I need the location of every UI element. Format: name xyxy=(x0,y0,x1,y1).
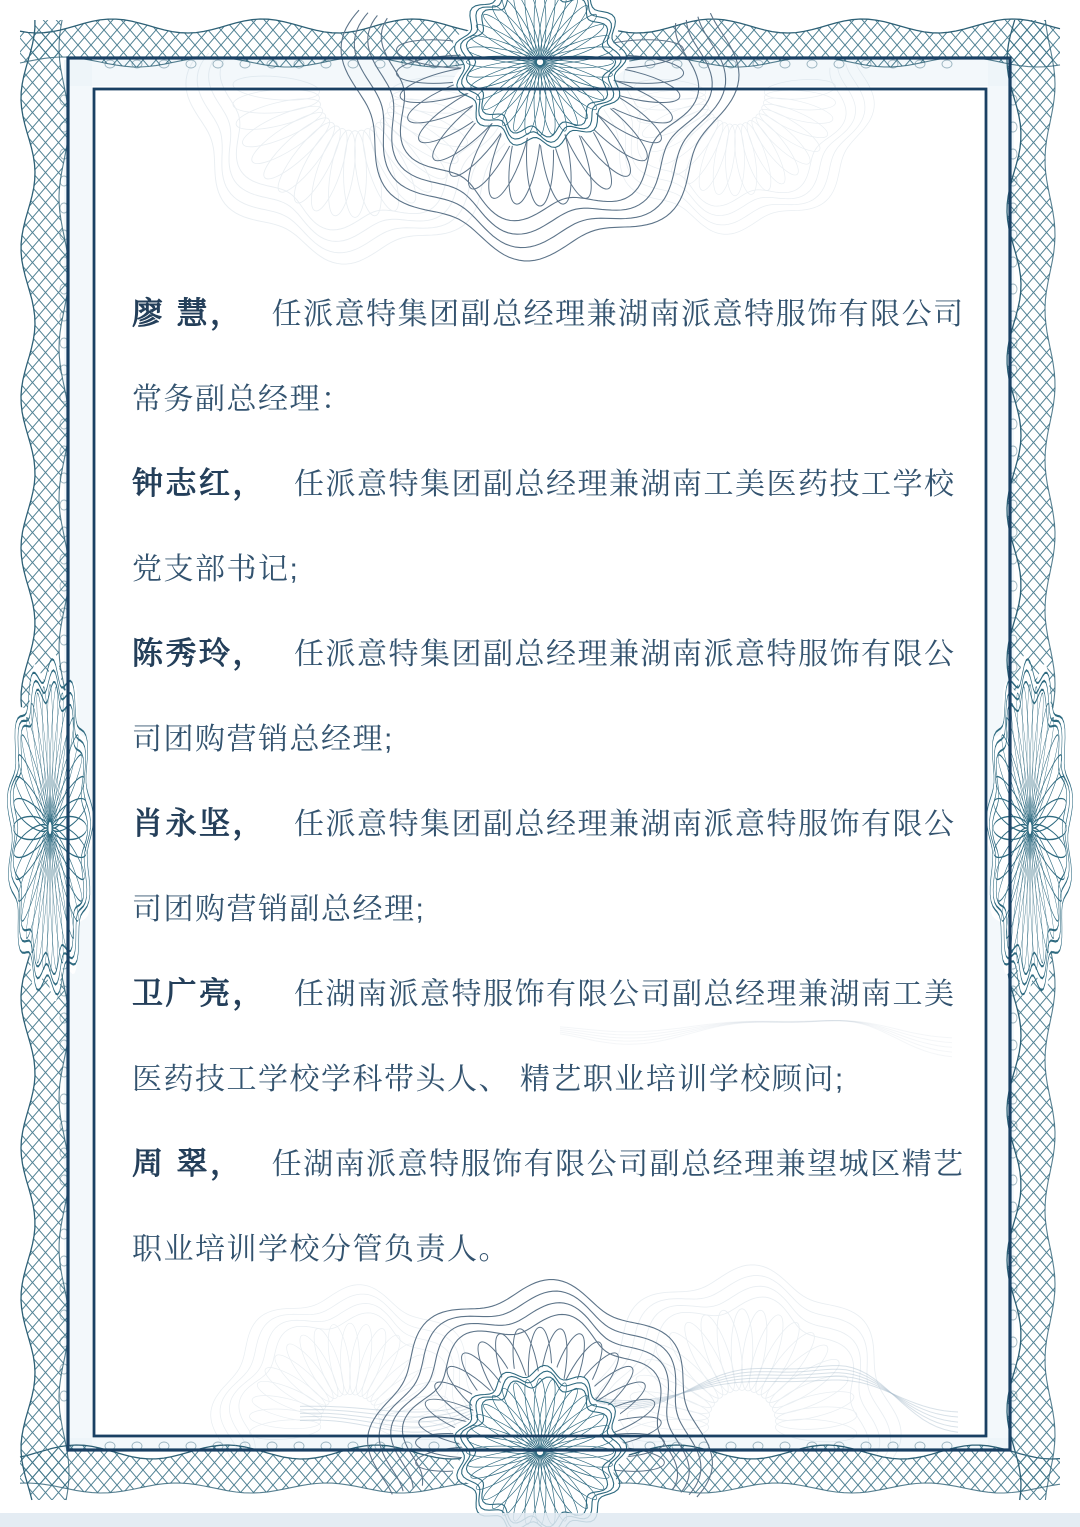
text-line xyxy=(132,353,992,438)
person-name: 廖 慧， xyxy=(132,296,244,331)
line-text: 医药技工学校学科带头人、 精艺职业培训学校顾问; xyxy=(132,1062,845,1096)
text-line xyxy=(132,863,992,948)
text-line xyxy=(132,268,992,353)
text-line xyxy=(132,1033,992,1118)
line-text: 司团购营销总经理; xyxy=(132,722,394,756)
line-text: 任派意特集团副总经理兼湖南派意特服饰有限公 xyxy=(294,807,956,841)
text-line xyxy=(132,1118,992,1203)
person-name: 钟志红， xyxy=(132,466,266,501)
line-text: 任派意特集团副总经理兼湖南派意特服饰有限公 xyxy=(294,637,956,671)
person-name: 卫广亮， xyxy=(132,976,266,1011)
line-text: 任湖南派意特服饰有限公司副总经理兼望城区精艺 xyxy=(271,1147,965,1181)
text-line xyxy=(132,438,992,523)
line-text: 任湖南派意特服饰有限公司副总经理兼湖南工美 xyxy=(294,977,956,1011)
person-name: 周 翠， xyxy=(132,1146,244,1181)
text-line xyxy=(132,693,992,778)
appointments-text xyxy=(132,268,992,1288)
person-name: 肖永坚， xyxy=(132,806,266,841)
text-line xyxy=(132,523,992,608)
text-line xyxy=(132,778,992,863)
line-text: 党支部书记; xyxy=(132,552,300,586)
text-line xyxy=(132,1203,992,1288)
text-line xyxy=(132,948,992,1033)
line-text: 常务副总经理： xyxy=(132,382,353,416)
line-text: 任派意特集团副总经理兼湖南工美医药技工学校 xyxy=(294,467,956,501)
line-text: 任派意特集团副总经理兼湖南派意特服饰有限公司 xyxy=(271,297,965,331)
text-line xyxy=(132,608,992,693)
line-text: 司团购营销副总经理; xyxy=(132,892,426,926)
person-name: 陈秀玲， xyxy=(132,636,266,671)
line-text: 职业培训学校分管负责人。 xyxy=(132,1232,510,1266)
